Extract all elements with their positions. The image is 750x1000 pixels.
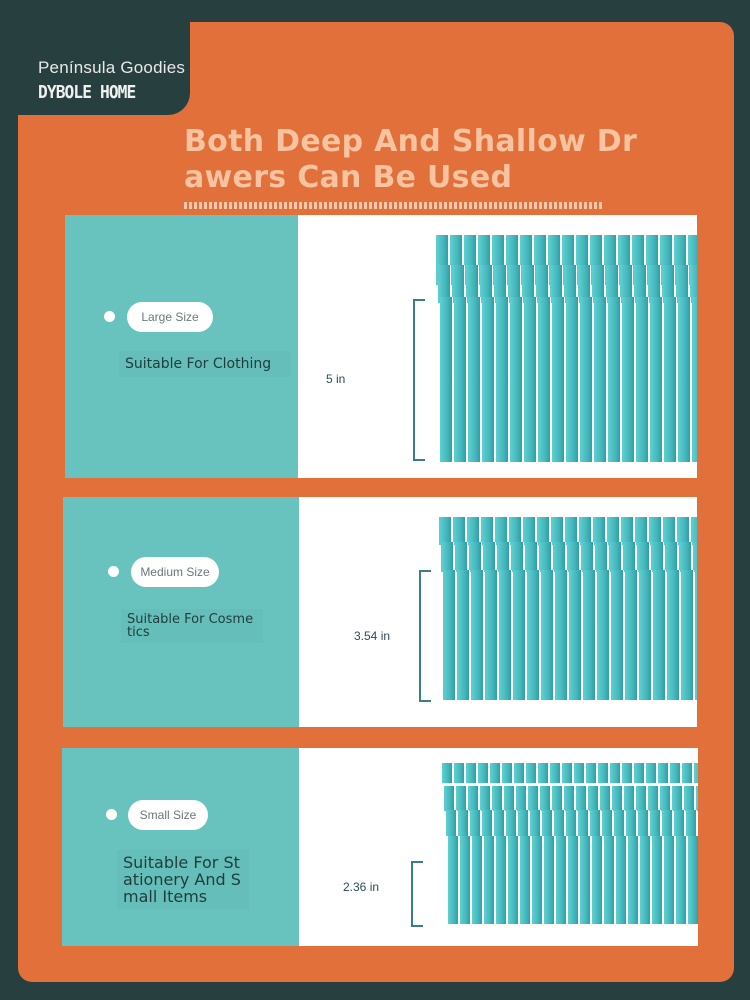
- panel-info-area: [63, 497, 299, 727]
- organizer-slat: [586, 763, 597, 783]
- organizer-image: [442, 748, 698, 946]
- size-label: Large Size: [127, 302, 213, 332]
- organizer-slat: [678, 297, 691, 462]
- organizer-slat: [497, 542, 510, 572]
- organizer-slat: [635, 517, 648, 545]
- organizer-slat: [590, 810, 601, 836]
- bullet-dot: [104, 311, 115, 322]
- organizer-slat: [446, 810, 457, 836]
- organizer-slat: [569, 570, 582, 700]
- organizer-image: [439, 497, 697, 727]
- organizer-slat: [511, 542, 524, 572]
- product-card: [18, 22, 734, 982]
- organizer-slat: [454, 763, 465, 783]
- panel-info-area: [62, 748, 299, 946]
- height-label: 5 in: [326, 372, 346, 386]
- organizer-slat: [650, 297, 663, 462]
- organizer-slat: [525, 542, 538, 572]
- organizer-slat: [509, 517, 522, 545]
- organizer-slat: [528, 786, 539, 811]
- organizer-slat: [679, 542, 692, 572]
- organizer-slat: [625, 570, 638, 700]
- organizer-slat: [693, 542, 697, 572]
- organizer-slat: [565, 517, 578, 545]
- organizer-slat: [541, 570, 554, 700]
- brand-subtitle: DYBOLE HOME: [38, 82, 136, 103]
- height-label: 2.36 in: [343, 880, 380, 894]
- organizer-slat: [566, 810, 577, 836]
- organizer-slat: [649, 517, 662, 545]
- organizer-slat: [672, 786, 683, 811]
- organizer-slat: [648, 786, 659, 811]
- organizer-slat: [466, 763, 477, 783]
- organizer-slat: [526, 763, 537, 783]
- organizer-slat: [440, 297, 453, 462]
- organizer-slat: [602, 810, 613, 836]
- organizer-slat: [468, 297, 481, 462]
- organizer-slat: [576, 786, 587, 811]
- organizer-slat: [482, 810, 493, 836]
- organizer-slat: [468, 786, 479, 811]
- organizer-slat: [691, 517, 697, 545]
- organizer-slat: [532, 836, 543, 924]
- organizer-slat: [530, 810, 541, 836]
- organizer-slat: [478, 763, 489, 783]
- organizer-slat: [604, 836, 615, 924]
- organizer-slat: [469, 542, 482, 572]
- organizer-slat: [513, 570, 526, 700]
- organizer-slat: [600, 786, 611, 811]
- organizer-slat: [696, 786, 698, 811]
- organizer-slat: [580, 836, 591, 924]
- organizer-slat: [542, 810, 553, 836]
- size-label: Medium Size: [131, 557, 219, 587]
- organizer-slat: [504, 786, 515, 811]
- organizer-slat: [516, 786, 527, 811]
- organizer-slat: [514, 763, 525, 783]
- organizer-slat: [608, 297, 621, 462]
- organizer-slat: [653, 570, 666, 700]
- organizer-slat: [556, 836, 567, 924]
- organizer-slat: [684, 786, 695, 811]
- organizer-slat: [553, 542, 566, 572]
- suitable-for-text: Suitable For Clothing: [119, 351, 291, 377]
- organizer-slat: [695, 570, 697, 700]
- organizer-slat: [567, 542, 580, 572]
- product-image-area: [298, 215, 697, 478]
- organizer-slat: [611, 570, 624, 700]
- organizer-slat: [454, 297, 467, 462]
- organizer-slat: [583, 570, 596, 700]
- organizer-slat: [662, 810, 673, 836]
- organizer-slat: [622, 763, 633, 783]
- organizer-slat: [490, 763, 501, 783]
- medium-size-panel: [63, 497, 699, 727]
- organizer-slat: [443, 570, 456, 700]
- organizer-slat: [472, 836, 483, 924]
- organizer-slat: [444, 786, 455, 811]
- organizer-slat: [646, 763, 657, 783]
- organizer-slat: [574, 763, 585, 783]
- organizer-slat: [506, 810, 517, 836]
- organizer-slat: [508, 836, 519, 924]
- organizer-slat: [485, 570, 498, 700]
- organizer-slat: [665, 542, 678, 572]
- organizer-slat: [636, 297, 649, 462]
- organizer-slat: [595, 542, 608, 572]
- organizer-slat: [628, 836, 639, 924]
- organizer-slat: [471, 570, 484, 700]
- organizer-slat: [638, 810, 649, 836]
- organizer-slat: [538, 763, 549, 783]
- organizer-slat: [676, 836, 687, 924]
- organizer-slat: [614, 810, 625, 836]
- organizer-slat: [520, 836, 531, 924]
- organizer-slat: [453, 517, 466, 545]
- organizer-slat: [458, 810, 469, 836]
- organizer-slat: [677, 517, 690, 545]
- organizer-slat: [524, 297, 537, 462]
- organizer-slat: [626, 810, 637, 836]
- suitable-for-text: Suitable For Cosmetics: [121, 609, 263, 643]
- height-label: 3.54 in: [354, 629, 391, 643]
- organizer-slat: [610, 763, 621, 783]
- small-size-panel: [62, 748, 698, 946]
- organizer-slat: [623, 542, 636, 572]
- organizer-slat: [499, 570, 512, 700]
- organizer-slat: [510, 297, 523, 462]
- organizer-slat: [456, 786, 467, 811]
- organizer-slat: [467, 517, 480, 545]
- organizer-slat: [616, 836, 627, 924]
- organizer-slat: [441, 542, 454, 572]
- organizer-slat: [555, 570, 568, 700]
- organizer-slat: [564, 786, 575, 811]
- organizer-slat: [480, 786, 491, 811]
- organizer-slat: [496, 836, 507, 924]
- organizer-slat: [597, 570, 610, 700]
- organizer-slat: [637, 542, 650, 572]
- organizer-slat: [664, 297, 677, 462]
- organizer-slat: [455, 542, 468, 572]
- organizer-slat: [448, 836, 459, 924]
- organizer-slat: [540, 786, 551, 811]
- size-label: Small Size: [128, 800, 208, 830]
- headline: Both Deep And Shallow Drawers Can Be Used: [184, 124, 638, 195]
- organizer-slat: [622, 297, 635, 462]
- organizer-slat: [482, 297, 495, 462]
- organizer-slat: [581, 542, 594, 572]
- organizer-slat: [664, 836, 675, 924]
- organizer-slat: [579, 517, 592, 545]
- organizer-slat: [439, 517, 452, 545]
- suitable-for-text: Suitable For Stationery And Small Items: [117, 850, 249, 909]
- organizer-slat: [609, 542, 622, 572]
- organizer-slat: [552, 297, 565, 462]
- organizer-slat: [551, 517, 564, 545]
- organizer-slat: [568, 836, 579, 924]
- height-bracket: [419, 570, 431, 702]
- organizer-slat: [496, 297, 509, 462]
- organizer-slat: [692, 297, 697, 462]
- organizer-slat: [686, 810, 697, 836]
- organizer-slat: [667, 570, 680, 700]
- organizer-slat: [539, 542, 552, 572]
- organizer-slat: [538, 297, 551, 462]
- organizer-slat: [580, 297, 593, 462]
- organizer-slat: [681, 570, 694, 700]
- organizer-slat: [640, 836, 651, 924]
- organizer-slat: [554, 810, 565, 836]
- organizer-slat: [670, 763, 681, 783]
- organizer-slat: [518, 810, 529, 836]
- organizer-slat: [682, 763, 693, 783]
- bullet-dot: [108, 566, 119, 577]
- brand-tab: [18, 22, 190, 115]
- organizer-slat: [636, 786, 647, 811]
- organizer-slat: [537, 517, 550, 545]
- height-bracket: [411, 861, 423, 927]
- organizer-slat: [544, 836, 555, 924]
- organizer-slat: [688, 836, 698, 924]
- organizer-slat: [624, 786, 635, 811]
- organizer-slat: [660, 786, 671, 811]
- organizer-slat: [566, 297, 579, 462]
- organizer-slat: [523, 517, 536, 545]
- organizer-slat: [460, 836, 471, 924]
- brand-name: Península Goodies: [38, 58, 186, 77]
- organizer-slat: [527, 570, 540, 700]
- organizer-slat: [607, 517, 620, 545]
- organizer-slat: [663, 517, 676, 545]
- organizer-slat: [550, 763, 561, 783]
- large-size-panel: [65, 215, 701, 478]
- organizer-slat: [594, 297, 607, 462]
- height-bracket: [413, 299, 425, 461]
- product-image-area: [299, 497, 697, 727]
- organizer-image: [436, 215, 697, 478]
- organizer-slat: [442, 763, 453, 783]
- organizer-slat: [592, 836, 603, 924]
- organizer-slat: [650, 810, 661, 836]
- organizer-slat: [578, 810, 589, 836]
- organizer-slat: [674, 810, 685, 836]
- organizer-slat: [639, 570, 652, 700]
- organizer-slat: [651, 542, 664, 572]
- organizer-slat: [652, 836, 663, 924]
- product-image-area: [299, 748, 698, 946]
- organizer-slat: [457, 570, 470, 700]
- organizer-slat: [481, 517, 494, 545]
- organizer-slat: [593, 517, 606, 545]
- organizer-slat: [483, 542, 496, 572]
- organizer-slat: [598, 763, 609, 783]
- organizer-slat: [552, 786, 563, 811]
- organizer-slat: [502, 763, 513, 783]
- organizer-slat: [495, 517, 508, 545]
- panel-info-area: [65, 215, 298, 478]
- organizer-slat: [658, 763, 669, 783]
- organizer-slat: [634, 763, 645, 783]
- organizer-slat: [694, 763, 698, 783]
- organizer-slat: [588, 786, 599, 811]
- organizer-slat: [494, 810, 505, 836]
- bullet-dot: [106, 809, 117, 820]
- organizer-slat: [621, 517, 634, 545]
- organizer-slat: [562, 763, 573, 783]
- organizer-slat: [484, 836, 495, 924]
- fine-print-line: [184, 202, 604, 209]
- organizer-slat: [470, 810, 481, 836]
- organizer-slat: [612, 786, 623, 811]
- organizer-slat: [492, 786, 503, 811]
